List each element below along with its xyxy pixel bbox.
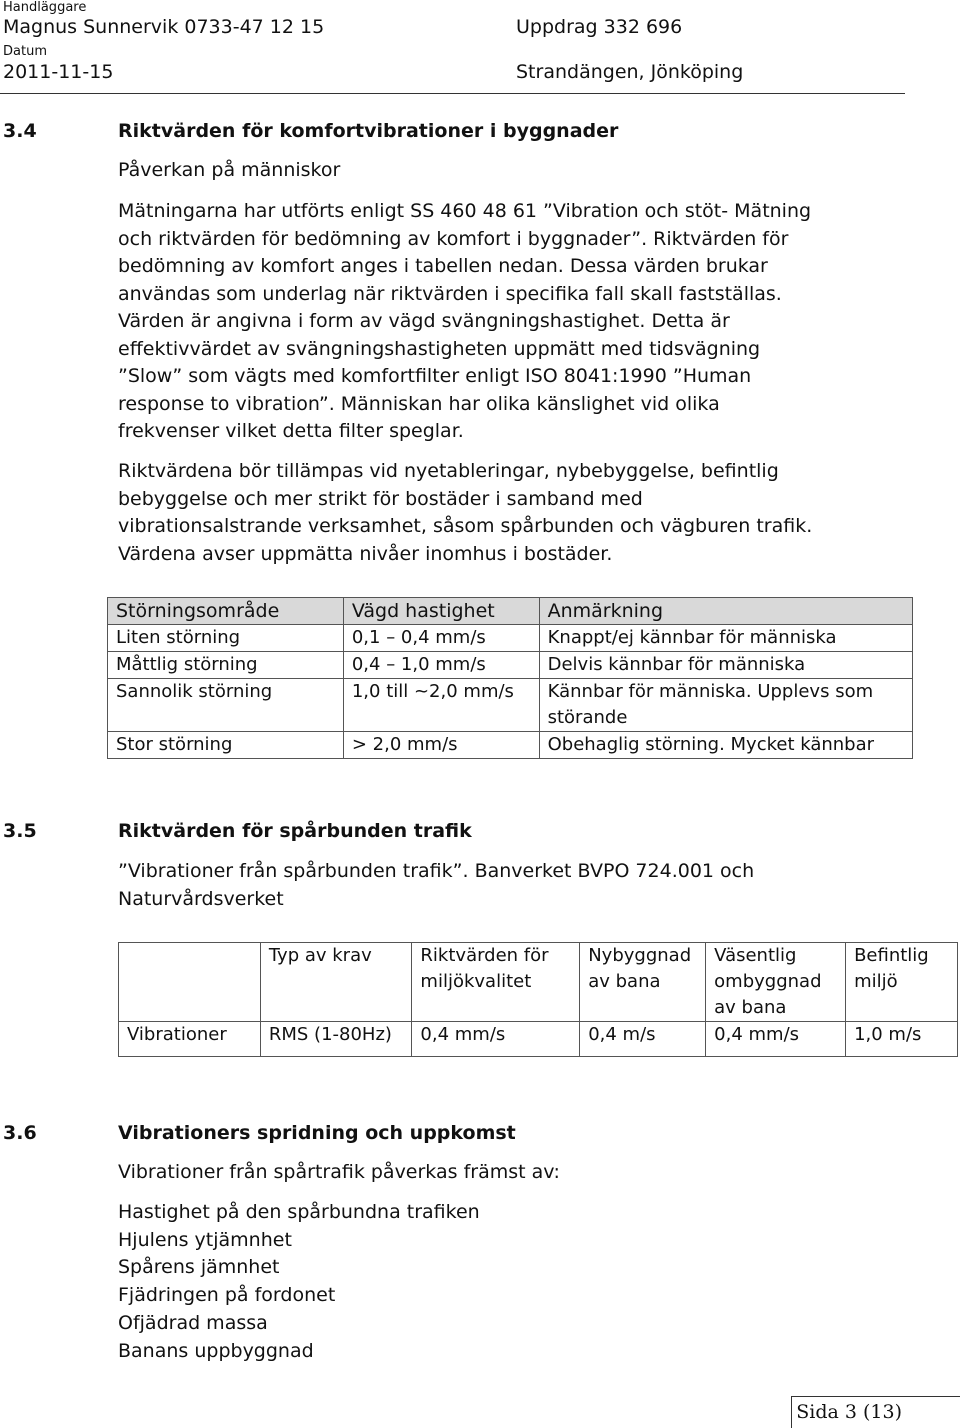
handlaggare-label: Handläggare: [3, 0, 87, 15]
list-item: Hastighet på den spårbundna trafiken: [118, 1201, 480, 1223]
section-3-4-paragraph-2: Riktvärdena bör tillämpas vid nyetableringar, nybebyggelse, befintlig bebyggelse och mer strikt för bostäder i samband med vibrationsalstrande verksamhet, såsom spårbunden och vägburen trafik. Värdena avser uppmätta nivåer inomhus i bostäder.: [118, 460, 813, 565]
rail-vibration-table: [118, 942, 958, 1057]
section-3-4-subtitle: Påverkan på människor: [118, 159, 341, 181]
table-row: Liten störning 0,1 – 0,4 mm/s Knappt/ej kännbar för människa: [108, 625, 913, 652]
table-header-row: [108, 598, 913, 625]
datum-value: 2011-11-15: [3, 61, 114, 83]
table-header-cell: Befintlig miljö: [846, 943, 958, 1022]
section-3-6-number: 3.6: [3, 1122, 37, 1144]
section-3-4-paragraph-1: Mätningarna har utförts enligt SS 460 48 61 ”Vibration och stöt- Mätning och riktvärden för bedömning av komfort i byggnader”. Riktvärden för bedömning av komfort anges i tabellen nedan. Dessa värden brukar användas som underlag när riktvärden i specifika fall skall fastställas. Värden är angivna i form av vägd svängningshastighet. Detta är effektivvärdet av svängningshastigheten uppmätt med tidsvägning ”Slow” som vägts med komfortfilter enligt ISO 8041:1990 ”Human response to vibration”. Människan har olika känslighet vid olika frekvenser vilket detta filter speglar.: [118, 200, 812, 442]
handlaggare-name: Magnus Sunnervik 0733-47 12 15: [3, 16, 325, 38]
section-3-4-title: Riktvärden för komfortvibrationer i byggnader: [118, 120, 619, 142]
table-header-cell: Riktvärden för miljökvalitet: [412, 943, 580, 1022]
table-row: Stor störning > 2,0 mm/s Obehaglig störning. Mycket kännbar: [108, 732, 913, 759]
location: Strandängen, Jönköping: [516, 61, 744, 83]
header-divider: [0, 93, 905, 94]
section-3-6-title: Vibrationers spridning och uppkomst: [118, 1122, 516, 1144]
list-item: Hjulens ytjämnhet: [118, 1228, 292, 1251]
list-item: Fjädringen på fordonet: [118, 1284, 336, 1307]
table-header-cell: Väsentlig ombyggnad av bana: [706, 943, 846, 1022]
comfort-vibration-table: [107, 597, 913, 759]
list-item: Banans uppbyggnad: [118, 1339, 314, 1362]
table-header-cell: Typ av krav: [260, 943, 412, 1022]
table-row: Sannolik störning 1,0 till ~2,0 mm/s Kännbar för människa. Upplevs som störande: [108, 679, 913, 732]
section-3-5-number: 3.5: [3, 820, 37, 842]
section-3-6-intro: Vibrationer från spårtrafik påverkas främst av:: [118, 1161, 560, 1183]
page-number: Sida 3 (13): [796, 1401, 902, 1423]
section-3-4-number: 3.4: [3, 120, 37, 142]
section-3-5-reference: ”Vibrationer från spårbunden trafik”. Banverket BVPO 724.001 och Naturvårdsverket: [118, 860, 755, 910]
table-header-cell: Vägd hastighet: [343, 598, 539, 625]
list-item: Spårens jämnhet: [118, 1256, 280, 1279]
table-header-cell: Nybyggnad av bana: [580, 943, 706, 1022]
uppdrag-number: Uppdrag 332 696: [516, 16, 683, 38]
list-item: Ofjädrad massa: [118, 1311, 268, 1334]
datum-label: Datum: [3, 44, 47, 59]
table-header-cell: Störningsområde: [108, 598, 344, 625]
factor-list: [118, 1199, 480, 1365]
table-row: Måttlig störning 0,4 – 1,0 mm/s Delvis kännbar för människa: [108, 652, 913, 679]
table-header-row: [119, 943, 958, 1022]
section-3-5-title: Riktvärden för spårbunden trafik: [118, 820, 472, 842]
table-row: Vibrationer RMS (1-80Hz) 0,4 mm/s 0,4 m/s 0,4 mm/s 1,0 m/s: [119, 1022, 958, 1057]
table-header-cell: Anmärkning: [539, 598, 912, 625]
